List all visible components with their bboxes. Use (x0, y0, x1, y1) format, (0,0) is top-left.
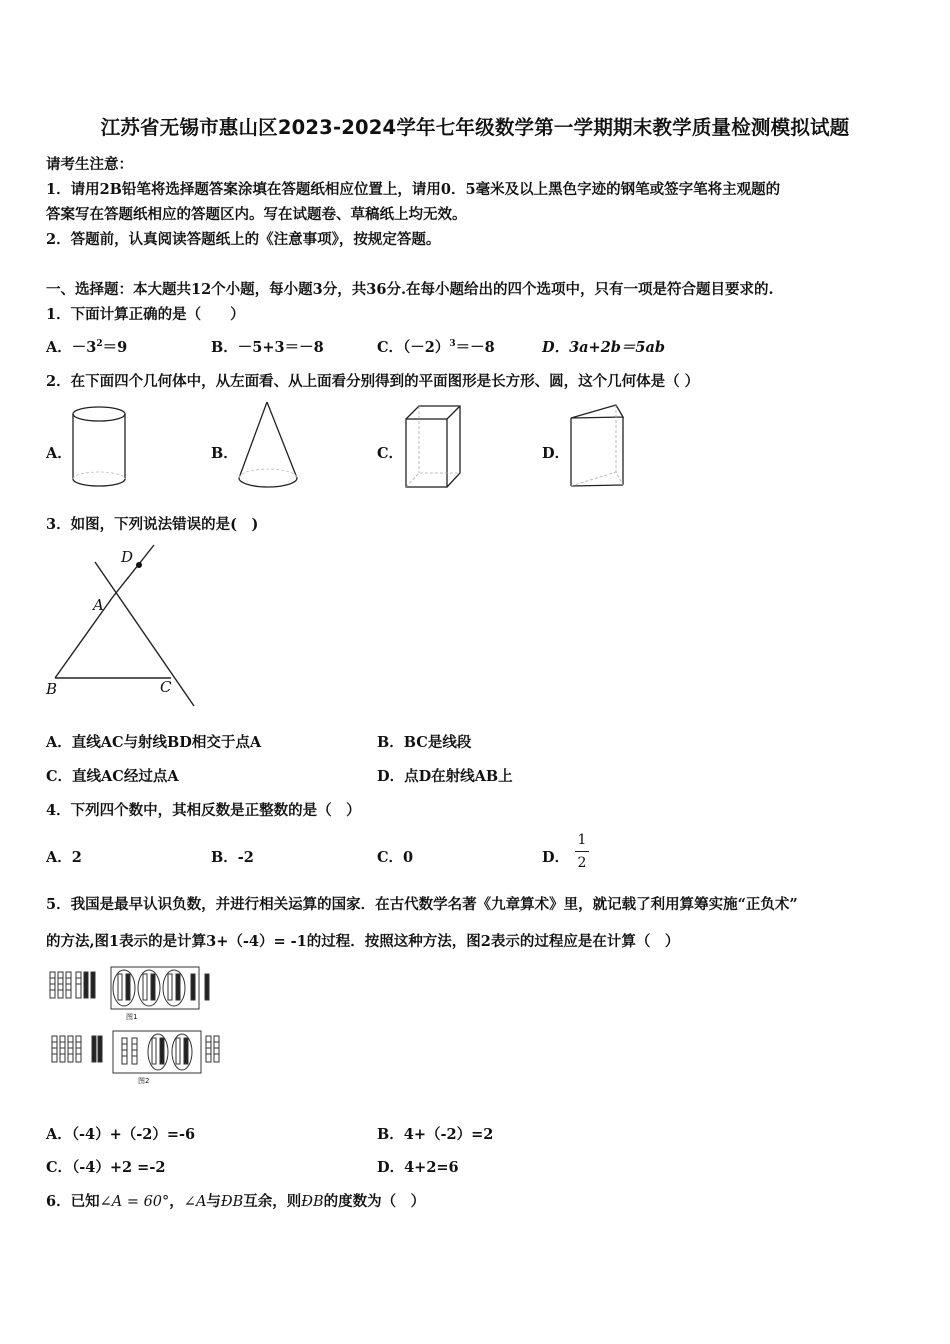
stem-text: 互余，则 (243, 1193, 302, 1210)
stem-text: 6．已知 (46, 1193, 100, 1210)
prism-figure (403, 403, 465, 491)
point-label-a: A (93, 596, 104, 614)
question-5-stem: 的方法,图1表示的是计算3+（-4）= -1的过程．按照这种方法，图2表示的过程应是在计算（ ） (46, 933, 680, 950)
point-label-d: D (121, 548, 134, 566)
option-text: C．（－2） (377, 339, 450, 356)
option-text: ＝－8 (455, 339, 495, 356)
q5-option-d[interactable]: D．4+2=6 (377, 1159, 459, 1176)
counting-rods-figure-2 (50, 1030, 228, 1078)
question-4-stem: 4．下列四个数中，其相反数是正整数的是（ ） (46, 802, 361, 819)
q2-option-b[interactable]: B． (211, 445, 238, 462)
point-label-b: B (46, 680, 58, 698)
q1-option-c[interactable] (377, 336, 495, 357)
angle-a: ∠A (183, 1194, 207, 1210)
q1-option-d[interactable]: D．3a+2b＝5ab (542, 339, 666, 356)
option-text: ＝9 (102, 339, 128, 356)
option-text: A．－3 (46, 339, 97, 356)
page-title: 江苏省无锡市惠山区2023-2024学年七年级数学第一学期期末教学质量检测模拟试题 (100, 116, 850, 139)
section-heading: 一、选择题：本大题共12个小题，每小题3分，共36分.在每小题给出的四个选项中，只有一项是符合题目要求的. (46, 281, 774, 298)
fraction-numerator: 1 (577, 832, 587, 848)
q5-option-a[interactable]: A．（-4）+（-2）=-6 (46, 1126, 196, 1143)
point-label-c: C (160, 678, 172, 696)
cone-figure (236, 400, 302, 492)
notice-line: 答案写在答题纸相应的答题区内。写在试题卷、草稿纸上均无效。 (46, 206, 467, 223)
question-2-stem: 2．在下面四个几何体中，从左面看、从上面看分别得到的平面图形是长方形、圆，这个几何体是（ ） (46, 373, 700, 390)
q2-option-c[interactable]: C． (377, 445, 404, 462)
q1-option-a[interactable] (46, 336, 127, 357)
question-3-stem: 3．如图，下列说法错误的是( ) (46, 516, 259, 533)
triangular-prism-figure (568, 402, 628, 490)
question-5-stem: 5．我国是最早认识负数，并进行相关运算的国家．在古代数学名著《九章算术》里，就记载了利用算筹实施“正负术” (46, 896, 798, 913)
superscript: 2 (96, 339, 103, 349)
q5-option-c[interactable]: C．（-4）+2 =-2 (46, 1159, 166, 1176)
q2-option-a[interactable]: A． (46, 445, 72, 462)
q4-option-c[interactable]: C．0 (377, 849, 414, 866)
question-6-stem (46, 1190, 425, 1211)
question-1-stem: 1．下面计算正确的是（ ） (46, 306, 245, 323)
q2-option-d[interactable]: D． (542, 445, 570, 462)
angle-expression: ∠A = 60° (99, 1194, 170, 1210)
stem-text: ， (169, 1193, 184, 1210)
notice-line: 2．答题前，认真阅读答题纸上的《注意事项》，按规定答题。 (46, 231, 441, 248)
q1-option-b[interactable]: B．－5+3＝－8 (211, 339, 324, 356)
notice-heading: 请考生注意： (46, 156, 133, 173)
fraction-bar (575, 851, 589, 852)
figure-2-caption: 图2 (138, 1077, 150, 1085)
q5-option-b[interactable]: B．4+（-2）=2 (377, 1126, 494, 1143)
angle-b: ÐB (301, 1194, 324, 1210)
superscript: 3 (449, 339, 456, 349)
q3-option-b[interactable]: B．BC是线段 (377, 734, 472, 751)
q3-option-a[interactable]: A．直线AC与射线BD相交于点A (46, 734, 262, 751)
angle-b: ÐB (220, 1194, 244, 1210)
q4-option-d[interactable]: D． (542, 849, 570, 866)
q3-option-d[interactable]: D．点D在射线AB上 (377, 768, 513, 785)
stem-text: 的度数为（ ） (323, 1193, 426, 1210)
stem-text: 与 (206, 1193, 221, 1210)
q4-option-a[interactable]: A．2 (46, 849, 82, 866)
fraction-denominator: 2 (577, 855, 587, 871)
q3-option-c[interactable]: C．直线AC经过点A (46, 768, 179, 785)
cylinder-figure (70, 404, 130, 490)
notice-line: 1．请用2B铅笔将选择题答案涂填在答题纸相应位置上，请用0．5毫米及以上黑色字迹的钢笔或签字笔将主观题的 (46, 181, 781, 198)
figure-1-caption: 图1 (126, 1013, 138, 1021)
q4-option-b[interactable]: B．-2 (211, 849, 254, 866)
